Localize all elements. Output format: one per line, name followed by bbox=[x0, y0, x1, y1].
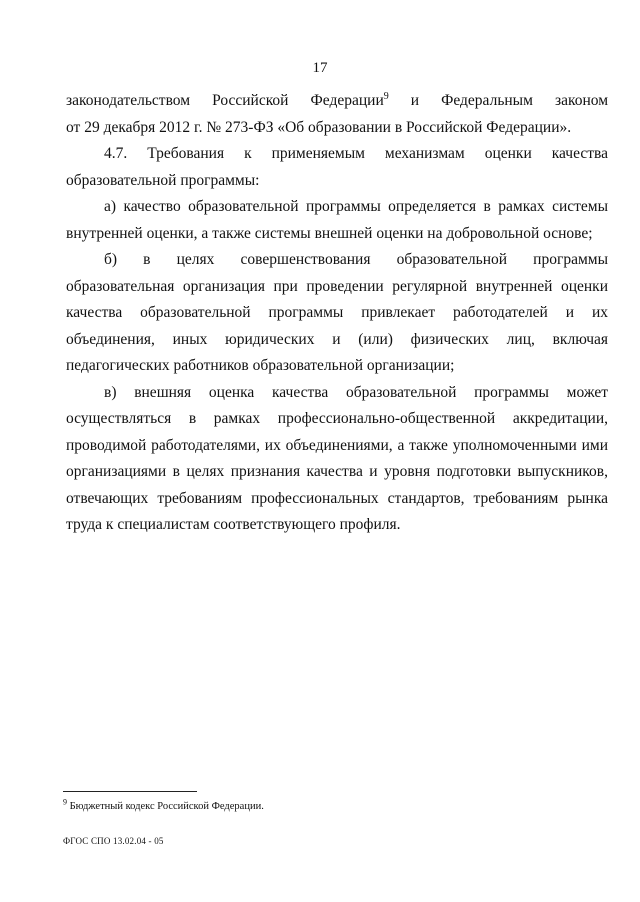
footnote-divider bbox=[63, 791, 197, 792]
page-number: 17 bbox=[312, 60, 328, 76]
footnote bbox=[63, 797, 264, 814]
word-zakonodatelstvom: законодательством bbox=[66, 92, 191, 109]
paragraph-item-a: а) качество образовательной программы определяется в рамках системы внутренней оценки, а также системы внешней оценки на добровольной основе; bbox=[66, 198, 608, 242]
word-federatsii: Федерации$^9$ bbox=[310, 90, 389, 109]
word-rossiyskoy: Российской bbox=[212, 92, 289, 109]
footnote-reference: 9 bbox=[383, 90, 389, 102]
continuation-line-2: от 29 декабря 2012 г. № 273-ФЗ «Об образовании в Российской Федерации». bbox=[66, 118, 572, 136]
paragraph-item-b: б) в целях совершенствования образовательной программы образовательная организация при проведении регулярной внутренней оценки качества образовательной программы привлекает работодателей и их объединения, иных юридических и (или) физических лиц, включая педагогических работников образовательной организации; bbox=[66, 251, 608, 374]
footnote-text: Бюджетный кодекс Российской Федерации. bbox=[69, 801, 264, 812]
continuation-line-1 bbox=[66, 88, 608, 115]
paragraph-item-v: в) внешняя оценка качества образовательной программы может осуществляться в рамках профессионально-общественной аккредитации, проводимой работодателями, их объединениями, а также уполномоченными ими организациями в целях признания качества и уровня подготовки выпускников, отвечающих требованиям профессиональных стандартов, требованиям рынка труда к специалистам соответствующего профиля. bbox=[66, 383, 608, 533]
document-body bbox=[66, 88, 608, 539]
document-code: ФГОС СПО 13.02.04 - 05 bbox=[63, 836, 164, 846]
word-zakonom: законом bbox=[554, 92, 609, 109]
word-i: и bbox=[410, 92, 420, 109]
footnote-marker: 9 bbox=[63, 797, 67, 807]
word-federalnym: Федеральным bbox=[441, 92, 533, 109]
paragraph-4-7: 4.7. Требования к применяемым механизмам оценки качества образовательной программы: bbox=[66, 145, 608, 189]
paragraph-continuation bbox=[66, 88, 608, 141]
